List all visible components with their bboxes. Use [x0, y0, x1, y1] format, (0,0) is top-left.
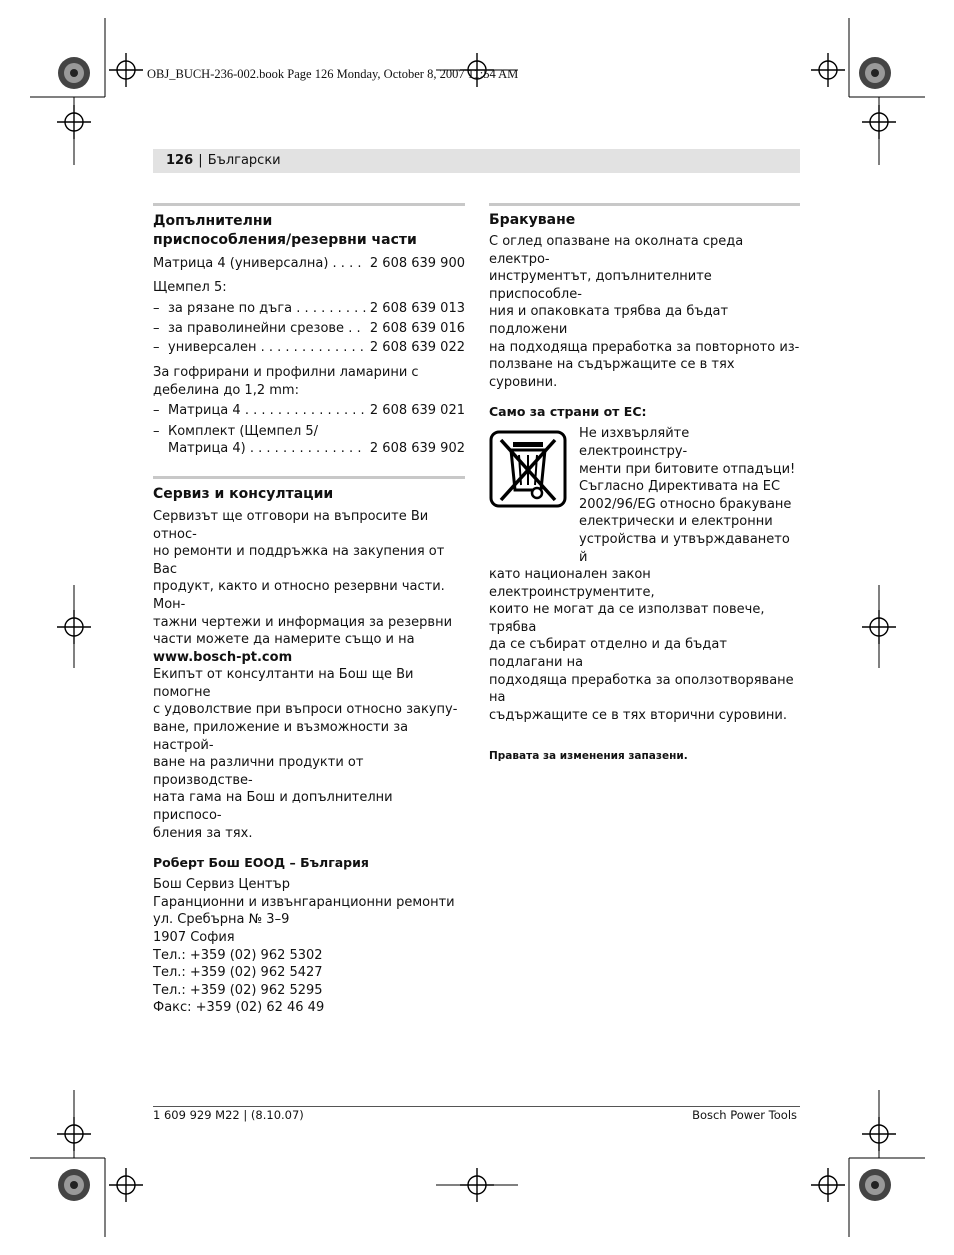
part-row: [153, 440, 465, 458]
part-number: 2 608 639 021: [369, 403, 465, 419]
text-line: устройства и утвърждаването й: [579, 531, 790, 565]
disposal-paragraph: [489, 233, 800, 391]
text-line: части можете да намерите също и на: [153, 632, 415, 648]
accessories-title-line1: Допълнителни: [153, 213, 273, 229]
footer-brand: Bosch Power Tools: [692, 1108, 797, 1122]
footer-rule: [153, 1106, 800, 1107]
part-row: – Комплект (Щемпел 5/: [153, 423, 319, 439]
address-line: Тел.: +359 (02) 962 5302: [153, 947, 323, 963]
part-row: – Матрица 4 . . . 2 608 639 021: [153, 402, 465, 420]
part-label: Матрица 4 (универсална) . . .: [153, 255, 366, 273]
disposal-title: Бракуване: [489, 212, 576, 228]
weee-text: [579, 425, 800, 566]
page-header: [153, 149, 800, 173]
address-line: Тел.: +359 (02) 962 5427: [153, 965, 323, 981]
text-line: ползване на съдържащите се в тях суровини.: [489, 357, 735, 390]
text-line: електрически и електронни: [579, 514, 773, 530]
address-line: Тел.: +359 (02) 962 5295: [153, 982, 323, 998]
address-line: Факс: +359 (02) 62 46 49: [153, 1000, 325, 1016]
part-number: 2 608 639 902: [369, 441, 465, 457]
accessories-title-line2: приспособления/резервни части: [153, 232, 417, 248]
punch-label: Щемпел 5:: [153, 279, 227, 295]
service-paragraph: [153, 666, 465, 842]
header-separator: |: [198, 153, 203, 168]
punch-list: [153, 300, 465, 357]
text-line: с удоволствие при въпроси относно закупу-: [153, 702, 458, 718]
text-line: да се събират отделно и да бъдат подлагани на: [489, 637, 727, 671]
text-line: тажни чертежи и информация за резервни: [153, 614, 453, 630]
text-line: С оглед опазване на околната среда електро-: [489, 234, 744, 267]
text-line: Не изхвърляйте електроинстру-: [579, 426, 690, 459]
address-line: Бош Сервиз Център: [153, 877, 290, 893]
address-line: 1907 София: [153, 930, 235, 945]
text-line: на подходяща преработка за повторното из-: [489, 339, 800, 355]
text-line: инструментът, допълнителните приспособле-: [489, 269, 712, 302]
part-number: 2 608 639 013: [369, 301, 465, 317]
print-slug: OBJ_BUCH-236-002.book Page 126 Monday, October 8, 2007 11:54 AM: [147, 67, 519, 81]
rights-reserved: Правата за изменения запазени.: [489, 750, 688, 763]
part-row: [153, 255, 465, 273]
page-number: 126: [166, 153, 194, 168]
text-line: Съгласно Директивата на ЕС: [579, 479, 781, 495]
text-line: ване на различни продукти от производстве-: [153, 755, 364, 788]
accessories-title: [153, 212, 465, 250]
text-line: ната гама на Бош и допълнителни приспосо-: [153, 790, 393, 824]
part-label: Матрица 4) . . .: [168, 440, 366, 458]
website-link[interactable]: www.bosch-pt.com: [153, 649, 293, 665]
part-label: универсален . . .: [168, 339, 366, 357]
left-column: [153, 203, 465, 1017]
weee-block: [489, 425, 800, 566]
text-line: ния и опаковката трябва да бъдат подложени: [489, 304, 729, 337]
text-line: менти при битовите отпадъци!: [579, 461, 796, 477]
section-rule: [489, 203, 800, 206]
crossed-out-wheelie-bin-icon: [489, 430, 567, 508]
address-block: [153, 876, 465, 1017]
part-label: за праволинейни срезове . . .: [168, 320, 366, 338]
section-rule: [153, 203, 465, 206]
address-line: ул. Сребърна № 3–9: [153, 912, 290, 928]
text-line: продукт, както и относно резервни части. Мон-: [153, 579, 445, 612]
part-number: 2 608 639 016: [369, 320, 465, 336]
company-name: Роберт Бош ЕООД – България: [153, 855, 369, 871]
footer-code: 1 609 929 M22 | (8.10.07): [153, 1108, 304, 1122]
text-line: Екипът от консултанти на Бош ще Ви помогне: [153, 667, 414, 700]
text-line: като национален закон електроинструментите,: [489, 567, 655, 600]
part-number: 2 608 639 900: [369, 256, 465, 271]
corrugated-line1: За гофрирани и профилни ламарини с: [153, 364, 419, 380]
section-rule: [153, 476, 465, 479]
corrugated-line2: дебелина до 1,2 mm:: [153, 382, 299, 398]
text-line: Сервизът ще отговори на въпросите Ви относ-: [153, 508, 429, 542]
header-language: Български: [207, 153, 281, 168]
service-title: Сервиз и консултации: [153, 485, 334, 502]
part-label: Матрица 4 . . .: [168, 402, 366, 420]
address-line: Гаранционни и извънгаранционни ремонти: [153, 894, 455, 910]
text-line: ване, приложение и възможности за настрой-: [153, 720, 409, 753]
text-line: съдържащите се в тях вторични суровини.: [489, 707, 788, 723]
part-label: Комплект (Щемпел 5/: [168, 423, 319, 439]
weee-text-continued: [489, 566, 800, 724]
text-line: бления за тях.: [153, 825, 253, 841]
part-label: за рязане по дъга . . .: [168, 300, 366, 318]
text-line: подходяща преработка за оползотворяване на: [489, 672, 794, 706]
text-line: но ремонти и поддръжка на закупения от Вас: [153, 544, 445, 577]
part-number: 2 608 639 022: [369, 340, 465, 356]
text-line: които не могат да се използват повече, трябва: [489, 602, 765, 635]
part-row: – за рязане по дъга . . . 2 608 639 013: [153, 300, 465, 318]
eu-heading: Само за страни от ЕС:: [489, 404, 647, 420]
service-paragraph: [153, 508, 465, 649]
right-column: [489, 203, 800, 766]
part-row: – универсален . . . 2 608 639 022: [153, 339, 465, 357]
text-line: 2002/96/EG относно бракуване: [579, 496, 792, 512]
part-row: – за праволинейни срезове . . . 2 608 639 016: [153, 320, 465, 338]
